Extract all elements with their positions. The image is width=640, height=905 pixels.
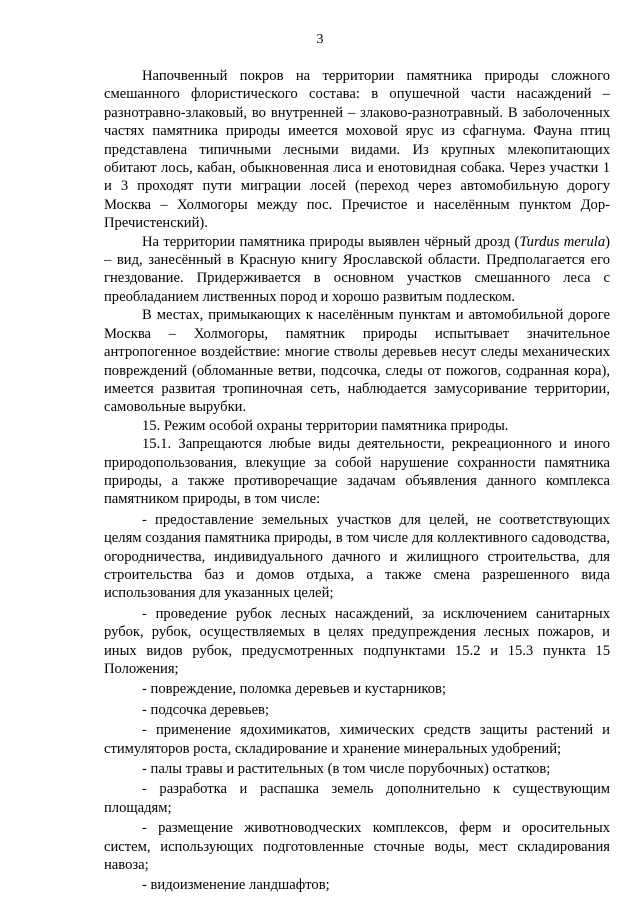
clause-15-1: 15.1. Запрещаются любые виды деятельности, рекреационного и иного природопользования, влекущие за собой нарушение сохранности памятника природы, а также противоречащие задачам объявления данного комплекса памятником природы, в том числе: xyxy=(104,436,610,508)
page-number: 3 xyxy=(316,32,324,47)
list-item-grass-burning: - палы травы и растительных (в том числе порубочных) остатков; xyxy=(142,761,551,778)
list-item-land-allocation: - предоставление земельных участков для целей, не соответствующих целям создания памятника природы, в том числе для коллективного садоводства, огородничества, индивидуального дачного и жилищного строительства, для строительства баз и домов отдыха, а также смена разрешенного вида использования для указанных целей; xyxy=(104,511,610,602)
list-item-landscape-change: - видоизменение ландшафтов; xyxy=(142,877,330,894)
paragraph-anthropogenic-impact: В местах, примыкающих к населённым пунктам и автомобильной дороге Москва – Холмогоры, памятник природы испытывает значительное антропогенное воздействие: многие стволы деревьев несут следы механических повреждений (обломанные ветви, подсочка, следы от пожогов, содранная кора), имеется развитая тропиночная сеть, наблюдается замусоривание территории, самовольные вырубки. xyxy=(104,307,610,416)
blackbird-text-before: На территории памятника природы выявлен чёрный дрозд ( xyxy=(142,233,520,250)
list-item-ploughing: - разработка и распашка земель дополнительно к существующим площадям; xyxy=(104,781,610,816)
section-heading-15: 15. Режим особой охраны территории памятника природы. xyxy=(142,417,509,434)
blackbird-text-after: ) – вид, занесённый в Красную книгу Ярославской области. Предполагается его гнездование. Придерживается в основном участков смешанного леса с преобладанием лиственных пород и хорошо развитым подлеском. xyxy=(104,233,610,305)
document-body xyxy=(104,67,610,895)
list-item-logging: - проведение рубок лесных насаждений, за исключением санитарных рубок, рубок, осуществляемых в целях предупреждения лесных пожаров, и иных видов рубок, предусмотренных подпунктами 15.2 и 15.3 пункта 15 Положения; xyxy=(104,605,610,677)
list-item-tapping: - подсочка деревьев; xyxy=(142,701,269,718)
paragraph-vegetation-fauna: Напочвенный покров на территории памятника природы сложного смешанного флористического состава: в опушечной части насаждений – разнотравно-злаковый, во внутренней – злаково-разнотравный. В заболоченных частях памятника природы имеется моховой ярус из сфагнума. Фауна птиц представлена типичными лесными видами. Из крупных млекопитающих обитают лось, кабан, обыкновенная лиса и енотовидная собака. Через участки 1 и 3 проходят пути миграции лосей (переход через автомобильную дорогу Москва – Холмогоры между пос. Пречистое и населённым пунктом Дор-Пречистенский). xyxy=(104,68,610,232)
list-item-livestock: - размещение животноводческих комплексов, ферм и оросительных систем, использующих подготовленные сточные воды, мест складирования навоза; xyxy=(104,820,610,874)
paragraph-blackbird xyxy=(104,233,610,307)
list-item-chemicals: - применение ядохимикатов, химических средств защиты растений и стимуляторов роста, складирование и хранение минеральных удобрений; xyxy=(104,722,610,757)
list-item-tree-damage: - повреждение, поломка деревьев и кустарников; xyxy=(142,681,447,698)
latin-species-name: Turdus merula xyxy=(519,233,606,250)
